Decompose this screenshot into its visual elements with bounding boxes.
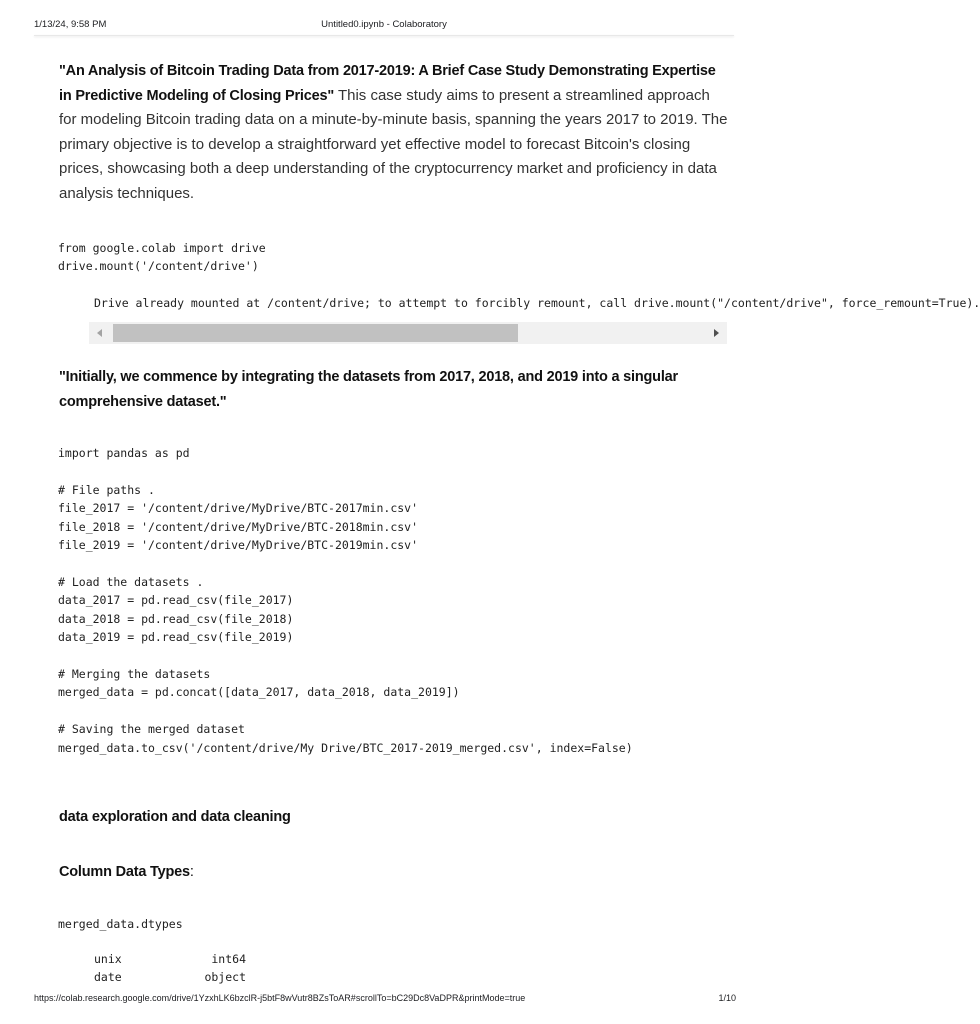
dtype-column-type: int64 [211, 952, 246, 966]
print-datetime: 1/13/24, 9:58 PM [34, 19, 107, 30]
dtype-column-name: date [94, 970, 122, 984]
scroll-left-arrow-icon[interactable] [97, 329, 102, 337]
column-data-types-colon: : [189, 864, 194, 880]
column-data-types-label [59, 861, 194, 883]
scrollbar-thumb[interactable] [113, 324, 518, 342]
page-number: 1/10 [718, 993, 736, 1003]
header-divider [34, 35, 734, 36]
exploration-heading: data exploration and data cleaning [59, 809, 291, 825]
print-url: https://colab.research.google.com/drive/1YzxhLK6bzclR-j5btF8wVutr8BZsToAR#scrollTo=bC29Dc8VaDPR&printMode=true [34, 993, 526, 1003]
dtype-row [94, 950, 246, 968]
scroll-right-arrow-icon[interactable] [714, 329, 719, 337]
intro-text-cell [59, 59, 729, 206]
dtype-column-name: unix [94, 952, 122, 966]
intro-bold-title: "An Analysis of Bitcoin Trading Data from 2017-2019: A Brief Case Study Demonstrating Expertise in Predictive Modeling of Closing Prices" [59, 63, 716, 104]
intro-body: This case study aims to present a streamlined approach for modeling Bitcoin trading data on a minute-by-minute basis, spanning the years 2017 to 2019. The primary objective is to develop a straightforward yet effective model to forecast Bitcoin's closing prices, showcasing both a deep understanding of the cryptocurrency market and proficiency in data analysis techniques. [59, 86, 728, 202]
column-data-types-bold: Column Data Types [59, 864, 190, 880]
code-cell-dtypes[interactable]: merged_data.dtypes [58, 917, 183, 931]
code-cell-mount[interactable]: from google.colab import drive drive.mount('/content/drive') [58, 241, 266, 274]
print-footer [0, 993, 768, 1009]
output-horizontal-scrollbar[interactable] [89, 322, 727, 344]
print-header [0, 0, 768, 36]
dtype-row [94, 968, 246, 986]
code-cell-merge[interactable]: import pandas as pd # File paths . file_2017 = '/content/drive/MyDrive/BTC-2017min.csv' file_2018 = '/content/drive/MyDrive/BTC-2018min.csv' file_2019 = '/content/drive/MyDrive/BTC-2019min.csv' # Load the datasets . data_2017 = pd.read_csv(file_2017) data_2018 = pd.read_csv(file_2018) data_2019 = pd.read_csv(file_2019) # Merging the datasets merged_data = pd.concat([data_2017, data_2018, data_2019]) # Saving the merged dataset merged_data.to_csv('/content/drive/My Drive/BTC_2017-2019_merged.csv', index=False) [58, 446, 633, 755]
dtype-column-type: object [204, 970, 246, 984]
print-page-title: Untitled0.ipynb - Colaboratory [321, 19, 447, 30]
integrate-datasets-heading: "Initially, we commence by integrating the datasets from 2017, 2018, and 2019 into a singular comprehensive dataset." [59, 369, 678, 410]
mount-output: Drive already mounted at /content/drive; to attempt to forcibly remount, call drive.mount("/content/drive", force_remount=True). [94, 296, 980, 310]
dtypes-output [94, 950, 246, 986]
